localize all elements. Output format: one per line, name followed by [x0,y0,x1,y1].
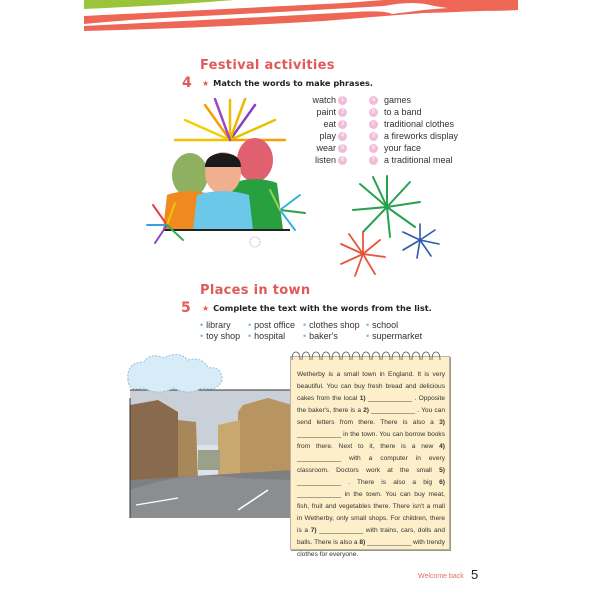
festival-instruction: ★ Match the words to make phrases. [202,78,373,88]
word-list-item: toy shop [206,331,241,341]
phrase-item: traditional clothes [384,119,455,129]
exercise-number-4: 4 [182,75,192,91]
places-section-title: Places in town [200,283,311,298]
word-list-item: supermarket [372,331,423,341]
gap-2[interactable]: 2) [363,407,370,414]
number-circle[interactable]: 2 [338,108,347,117]
word-list-item: clothes shop [309,320,360,330]
letter-circle[interactable]: f [369,156,378,165]
decorative-banner [84,0,518,36]
page-number: 5 [471,567,479,582]
letter-circle[interactable]: e [369,144,378,153]
town-photo [118,350,294,522]
letter-circle[interactable]: d [369,132,378,141]
star-icon: ★ [202,79,210,88]
number-circle[interactable]: 6 [338,156,347,165]
word-list-item: hospital [254,331,286,341]
number-circle[interactable]: 5 [338,144,347,153]
letter-circle[interactable]: b [369,108,378,117]
phrase-item: games [384,95,412,105]
wetherby-paragraph: Wetherby is a small town in England. It is very beautiful. You can buy fresh bread and delicious cakes from the local 1) ____________ . Opposite the baker's, there is a 2) ____________ . You can send letters from there. There is also a 3) ____________ in the town. You can borrow books from there. Next to it, there is a new 4) ____________ with a computer in every classroom. Doctors work at the small 5) ____________ . There is also a big 6) ____________ in the town. You can buy meat, fish, fruit and vegetables there. There isn't a mall in Wetherby, only small shops. For children, there is a 7) ____________ with trains, cars, dolls and balls. There is also a 8) ____________ with trendy clothes for everyone. [297,371,445,558]
festival-section-title: Festival activities [200,58,335,73]
gap-3[interactable]: 3) [439,419,445,426]
match-letter-circles [369,94,381,168]
number-circle[interactable]: 1 [338,96,347,105]
verb-item: watch [312,95,336,105]
star-icon: ★ [202,304,210,313]
verb-item: eat [323,119,336,129]
word-list-item: baker's [309,331,338,341]
phrase-item: a traditional meal [384,155,453,165]
word-list-item: library [206,320,231,330]
number-circle[interactable]: 3 [338,120,347,129]
word-list-row-1: • library • post office • clothes shop • school [200,320,399,330]
gap-8[interactable]: 8) [359,539,366,546]
match-phrases-list [384,94,494,166]
gap-4[interactable]: 4) [439,443,445,450]
word-list-row-2: • toy shop • hospital • baker's • supermarket [200,331,423,341]
match-number-circles [338,94,350,168]
letter-circle[interactable]: a [369,96,378,105]
word-list-item: school [372,320,399,330]
verb-item: play [319,131,336,141]
verb-item: paint [316,107,336,117]
verb-item: listen [314,155,336,165]
number-circle[interactable]: 4 [338,132,347,141]
festival-image [145,95,310,250]
exercise-number-5: 5 [181,300,191,316]
fireworks-illustration [335,172,445,280]
spiral-binding [290,350,450,362]
footer-section-label: Welcome back [418,573,464,580]
gap-1[interactable]: 1) [359,395,366,402]
gap-6[interactable]: 6) [439,479,445,486]
gap-7[interactable]: 7) [310,527,317,534]
phrase-item: a fireworks display [384,131,459,141]
phrase-item: your face [384,143,422,153]
word-list-item: post office [254,320,296,330]
verb-item: wear [316,143,336,153]
places-instruction: ★ Complete the text with the words from the list. [202,303,432,313]
letter-circle[interactable]: c [369,120,378,129]
match-verbs-list [300,94,336,166]
gap-5[interactable]: 5) [439,467,445,474]
phrase-item: to a band [384,107,422,117]
